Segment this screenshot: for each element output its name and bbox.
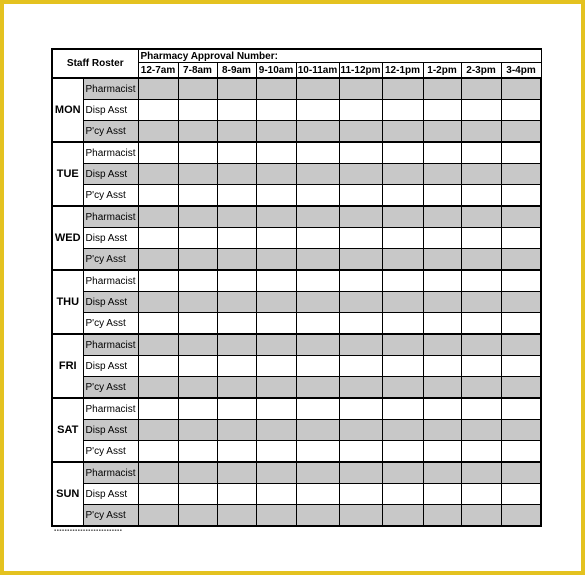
schedule-slot-cell[interactable]	[382, 164, 423, 185]
schedule-slot-cell[interactable]	[138, 334, 178, 356]
schedule-slot-cell[interactable]	[461, 292, 501, 313]
roster-row	[52, 484, 541, 505]
role-label: P'cy Asst	[83, 121, 138, 143]
schedule-slot-cell[interactable]	[217, 164, 256, 185]
schedule-slot-cell[interactable]	[256, 462, 296, 484]
schedule-slot-cell[interactable]	[501, 441, 541, 463]
roster-title: Staff Roster	[52, 49, 138, 78]
role-label: Disp Asst	[83, 228, 138, 249]
roster-row	[52, 270, 541, 292]
roster-row	[52, 100, 541, 121]
schedule-slot-cell[interactable]	[217, 100, 256, 121]
schedule-slot-cell[interactable]	[296, 313, 339, 335]
schedule-slot-cell[interactable]	[501, 334, 541, 356]
role-label: P'cy Asst	[83, 377, 138, 399]
schedule-slot-cell[interactable]	[138, 100, 178, 121]
schedule-slot-cell[interactable]	[423, 142, 461, 164]
schedule-slot-cell[interactable]	[339, 270, 382, 292]
schedule-slot-cell[interactable]	[296, 206, 339, 228]
schedule-slot-cell[interactable]	[296, 164, 339, 185]
roster-body	[52, 78, 541, 526]
schedule-slot-cell[interactable]	[501, 249, 541, 271]
roster-row	[52, 441, 541, 463]
schedule-slot-cell[interactable]	[501, 142, 541, 164]
schedule-slot-cell[interactable]	[339, 505, 382, 527]
schedule-slot-cell[interactable]	[296, 462, 339, 484]
schedule-slot-cell[interactable]	[178, 142, 217, 164]
schedule-slot-cell[interactable]	[178, 185, 217, 207]
schedule-slot-cell[interactable]	[423, 185, 461, 207]
schedule-slot-cell[interactable]	[296, 142, 339, 164]
schedule-slot-cell[interactable]	[138, 420, 178, 441]
schedule-slot-cell[interactable]	[178, 121, 217, 143]
schedule-slot-cell[interactable]	[296, 228, 339, 249]
schedule-slot-cell[interactable]	[178, 249, 217, 271]
schedule-slot-cell[interactable]	[217, 292, 256, 313]
schedule-slot-cell[interactable]	[217, 228, 256, 249]
schedule-slot-cell[interactable]	[256, 398, 296, 420]
schedule-slot-cell[interactable]	[382, 100, 423, 121]
schedule-slot-cell[interactable]	[382, 441, 423, 463]
schedule-slot-cell[interactable]	[138, 484, 178, 505]
schedule-slot-cell[interactable]	[461, 484, 501, 505]
schedule-slot-cell[interactable]	[339, 206, 382, 228]
schedule-slot-cell[interactable]	[461, 505, 501, 527]
schedule-slot-cell[interactable]	[178, 334, 217, 356]
roster-row	[52, 292, 541, 313]
faint-footer-mark: ▪▪▪▪▪▪▪▪▪▪▪▪▪▪▪▪▪▪▪▪▪▪▪▪▪▪	[54, 528, 123, 534]
roster-row	[52, 462, 541, 484]
schedule-slot-cell[interactable]	[423, 270, 461, 292]
roster-row	[52, 420, 541, 441]
schedule-slot-cell[interactable]	[256, 292, 296, 313]
schedule-slot-cell[interactable]	[423, 377, 461, 399]
schedule-slot-cell[interactable]	[339, 420, 382, 441]
roster-row	[52, 185, 541, 207]
time-slot-header: 9-10am	[256, 63, 296, 79]
role-label: P'cy Asst	[83, 185, 138, 207]
schedule-slot-cell[interactable]	[501, 164, 541, 185]
day-label: SUN	[52, 462, 83, 526]
schedule-slot-cell[interactable]	[296, 505, 339, 527]
schedule-slot-cell[interactable]	[217, 377, 256, 399]
schedule-slot-cell[interactable]	[217, 78, 256, 100]
role-label: P'cy Asst	[83, 505, 138, 527]
schedule-slot-cell[interactable]	[339, 441, 382, 463]
schedule-slot-cell[interactable]	[382, 249, 423, 271]
schedule-slot-cell[interactable]	[217, 185, 256, 207]
time-slot-header: 3-4pm	[501, 63, 541, 79]
schedule-slot-cell[interactable]	[461, 441, 501, 463]
schedule-slot-cell[interactable]	[296, 398, 339, 420]
schedule-slot-cell[interactable]	[178, 462, 217, 484]
schedule-slot-cell[interactable]	[382, 206, 423, 228]
schedule-slot-cell[interactable]	[256, 100, 296, 121]
schedule-slot-cell[interactable]	[382, 356, 423, 377]
schedule-slot-cell[interactable]	[501, 356, 541, 377]
schedule-slot-cell[interactable]	[256, 185, 296, 207]
schedule-slot-cell[interactable]	[217, 121, 256, 143]
schedule-slot-cell[interactable]	[501, 505, 541, 527]
schedule-slot-cell[interactable]	[423, 462, 461, 484]
schedule-slot-cell[interactable]	[178, 356, 217, 377]
role-label: Disp Asst	[83, 100, 138, 121]
schedule-slot-cell[interactable]	[382, 292, 423, 313]
schedule-slot-cell[interactable]	[138, 249, 178, 271]
schedule-slot-cell[interactable]	[138, 270, 178, 292]
role-label: Disp Asst	[83, 484, 138, 505]
schedule-slot-cell[interactable]	[178, 270, 217, 292]
schedule-slot-cell[interactable]	[461, 356, 501, 377]
day-label: TUE	[52, 142, 83, 206]
schedule-slot-cell[interactable]	[382, 228, 423, 249]
schedule-slot-cell[interactable]	[296, 484, 339, 505]
schedule-slot-cell[interactable]	[423, 292, 461, 313]
schedule-slot-cell[interactable]	[256, 270, 296, 292]
schedule-slot-cell[interactable]	[138, 142, 178, 164]
schedule-slot-cell[interactable]	[423, 313, 461, 335]
role-label: Pharmacist	[83, 334, 138, 356]
schedule-slot-cell[interactable]	[256, 206, 296, 228]
time-slot-header: 7-8am	[178, 63, 217, 79]
schedule-slot-cell[interactable]	[296, 377, 339, 399]
schedule-slot-cell[interactable]	[423, 78, 461, 100]
schedule-slot-cell[interactable]	[501, 206, 541, 228]
schedule-slot-cell[interactable]	[339, 398, 382, 420]
schedule-slot-cell[interactable]	[217, 420, 256, 441]
approval-number-label: Pharmacy Approval Number:	[138, 49, 541, 63]
schedule-slot-cell[interactable]	[296, 441, 339, 463]
schedule-slot-cell[interactable]	[382, 142, 423, 164]
schedule-slot-cell[interactable]	[339, 185, 382, 207]
day-label: SAT	[52, 398, 83, 462]
time-slot-header: 10-11am	[296, 63, 339, 79]
role-label: Disp Asst	[83, 164, 138, 185]
role-label: Pharmacist	[83, 206, 138, 228]
schedule-slot-cell[interactable]	[256, 78, 296, 100]
schedule-slot-cell[interactable]	[178, 484, 217, 505]
schedule-slot-cell[interactable]	[217, 462, 256, 484]
role-label: P'cy Asst	[83, 313, 138, 335]
schedule-slot-cell[interactable]	[256, 334, 296, 356]
roster-row	[52, 121, 541, 143]
roster-row	[52, 505, 541, 527]
schedule-slot-cell[interactable]	[217, 270, 256, 292]
schedule-slot-cell[interactable]	[501, 484, 541, 505]
schedule-slot-cell[interactable]	[423, 398, 461, 420]
schedule-slot-cell[interactable]	[138, 228, 178, 249]
schedule-slot-cell[interactable]	[138, 462, 178, 484]
schedule-slot-cell[interactable]	[296, 356, 339, 377]
schedule-slot-cell[interactable]	[501, 78, 541, 100]
schedule-slot-cell[interactable]	[339, 356, 382, 377]
schedule-slot-cell[interactable]	[382, 420, 423, 441]
schedule-slot-cell[interactable]	[138, 164, 178, 185]
schedule-slot-cell[interactable]	[256, 164, 296, 185]
schedule-slot-cell[interactable]	[461, 420, 501, 441]
schedule-slot-cell[interactable]	[339, 100, 382, 121]
schedule-slot-cell[interactable]	[501, 292, 541, 313]
schedule-slot-cell[interactable]	[501, 185, 541, 207]
time-slot-header: 1-2pm	[423, 63, 461, 79]
role-label: Pharmacist	[83, 462, 138, 484]
schedule-slot-cell[interactable]	[138, 78, 178, 100]
schedule-slot-cell[interactable]	[501, 313, 541, 335]
schedule-slot-cell[interactable]	[217, 484, 256, 505]
schedule-slot-cell[interactable]	[461, 313, 501, 335]
schedule-slot-cell[interactable]	[256, 121, 296, 143]
schedule-slot-cell[interactable]	[461, 377, 501, 399]
day-label: WED	[52, 206, 83, 270]
schedule-slot-cell[interactable]	[217, 505, 256, 527]
day-label: THU	[52, 270, 83, 334]
schedule-slot-cell[interactable]	[256, 377, 296, 399]
schedule-slot-cell[interactable]	[461, 462, 501, 484]
schedule-slot-cell[interactable]	[461, 142, 501, 164]
schedule-slot-cell[interactable]	[423, 164, 461, 185]
roster-row	[52, 356, 541, 377]
schedule-slot-cell[interactable]	[339, 292, 382, 313]
time-slot-header: 12-7am	[138, 63, 178, 79]
schedule-slot-cell[interactable]	[339, 228, 382, 249]
role-label: Pharmacist	[83, 398, 138, 420]
staff-roster-table	[51, 48, 542, 527]
schedule-slot-cell[interactable]	[501, 228, 541, 249]
schedule-slot-cell[interactable]	[217, 249, 256, 271]
schedule-slot-cell[interactable]	[423, 505, 461, 527]
schedule-slot-cell[interactable]	[138, 121, 178, 143]
roster-row	[52, 164, 541, 185]
time-slot-header: 2-3pm	[461, 63, 501, 79]
schedule-slot-cell[interactable]	[382, 334, 423, 356]
role-label: Disp Asst	[83, 292, 138, 313]
day-label: FRI	[52, 334, 83, 398]
schedule-slot-cell[interactable]	[217, 441, 256, 463]
schedule-slot-cell[interactable]	[296, 100, 339, 121]
schedule-slot-cell[interactable]	[296, 334, 339, 356]
roster-row	[52, 398, 541, 420]
schedule-slot-cell[interactable]	[178, 313, 217, 335]
schedule-slot-cell[interactable]	[138, 356, 178, 377]
schedule-slot-cell[interactable]	[217, 142, 256, 164]
schedule-slot-cell[interactable]	[339, 164, 382, 185]
role-label: Pharmacist	[83, 142, 138, 164]
role-label: P'cy Asst	[83, 441, 138, 463]
schedule-slot-cell[interactable]	[178, 78, 217, 100]
schedule-slot-cell[interactable]	[461, 249, 501, 271]
schedule-slot-cell[interactable]	[461, 270, 501, 292]
role-label: Pharmacist	[83, 78, 138, 100]
schedule-slot-cell[interactable]	[501, 100, 541, 121]
schedule-slot-cell[interactable]	[256, 313, 296, 335]
roster-row	[52, 334, 541, 356]
schedule-slot-cell[interactable]	[461, 164, 501, 185]
schedule-slot-cell[interactable]	[178, 377, 217, 399]
time-slot-header: 8-9am	[217, 63, 256, 79]
schedule-slot-cell[interactable]	[382, 377, 423, 399]
schedule-slot-cell[interactable]	[296, 121, 339, 143]
schedule-slot-cell[interactable]	[256, 505, 296, 527]
schedule-slot-cell[interactable]	[461, 398, 501, 420]
schedule-slot-cell[interactable]	[382, 121, 423, 143]
schedule-slot-cell[interactable]	[178, 228, 217, 249]
roster-row	[52, 313, 541, 335]
schedule-slot-cell[interactable]	[461, 100, 501, 121]
document-page	[4, 4, 581, 571]
schedule-slot-cell[interactable]	[339, 377, 382, 399]
schedule-slot-cell[interactable]	[138, 206, 178, 228]
schedule-slot-cell[interactable]	[339, 142, 382, 164]
roster-row	[52, 142, 541, 164]
schedule-slot-cell[interactable]	[461, 78, 501, 100]
schedule-slot-cell[interactable]	[501, 398, 541, 420]
time-slot-header: 11-12pm	[339, 63, 382, 79]
schedule-slot-cell[interactable]	[178, 398, 217, 420]
roster-row	[52, 228, 541, 249]
schedule-slot-cell[interactable]	[339, 249, 382, 271]
schedule-slot-cell[interactable]	[382, 185, 423, 207]
schedule-slot-cell[interactable]	[296, 78, 339, 100]
schedule-slot-cell[interactable]	[461, 185, 501, 207]
schedule-slot-cell[interactable]	[256, 249, 296, 271]
schedule-slot-cell[interactable]	[138, 292, 178, 313]
schedule-slot-cell[interactable]	[423, 228, 461, 249]
schedule-slot-cell[interactable]	[423, 356, 461, 377]
schedule-slot-cell[interactable]	[138, 398, 178, 420]
schedule-slot-cell[interactable]	[423, 334, 461, 356]
schedule-slot-cell[interactable]	[423, 100, 461, 121]
schedule-slot-cell[interactable]	[501, 121, 541, 143]
schedule-slot-cell[interactable]	[339, 484, 382, 505]
schedule-slot-cell[interactable]	[382, 462, 423, 484]
schedule-slot-cell[interactable]	[296, 270, 339, 292]
schedule-slot-cell[interactable]	[138, 377, 178, 399]
role-label: Disp Asst	[83, 420, 138, 441]
schedule-slot-cell[interactable]	[382, 505, 423, 527]
schedule-slot-cell[interactable]	[423, 121, 461, 143]
schedule-slot-cell[interactable]	[178, 292, 217, 313]
schedule-slot-cell[interactable]	[217, 206, 256, 228]
schedule-slot-cell[interactable]	[501, 462, 541, 484]
schedule-slot-cell[interactable]	[501, 377, 541, 399]
schedule-slot-cell[interactable]	[178, 206, 217, 228]
schedule-slot-cell[interactable]	[217, 313, 256, 335]
day-label: MON	[52, 78, 83, 142]
schedule-slot-cell[interactable]	[501, 420, 541, 441]
schedule-slot-cell[interactable]	[382, 484, 423, 505]
schedule-slot-cell[interactable]	[461, 334, 501, 356]
schedule-slot-cell[interactable]	[339, 462, 382, 484]
time-slot-header: 12-1pm	[382, 63, 423, 79]
schedule-slot-cell[interactable]	[382, 313, 423, 335]
schedule-slot-cell[interactable]	[256, 356, 296, 377]
roster-row	[52, 249, 541, 271]
roster-row	[52, 206, 541, 228]
schedule-slot-cell[interactable]	[178, 505, 217, 527]
schedule-slot-cell[interactable]	[138, 313, 178, 335]
schedule-slot-cell[interactable]	[423, 206, 461, 228]
schedule-slot-cell[interactable]	[138, 505, 178, 527]
schedule-slot-cell[interactable]	[382, 270, 423, 292]
schedule-slot-cell[interactable]	[138, 441, 178, 463]
schedule-slot-cell[interactable]	[178, 164, 217, 185]
schedule-slot-cell[interactable]	[178, 441, 217, 463]
schedule-slot-cell[interactable]	[256, 441, 296, 463]
schedule-slot-cell[interactable]	[423, 420, 461, 441]
role-label: Disp Asst	[83, 356, 138, 377]
schedule-slot-cell[interactable]	[339, 334, 382, 356]
schedule-slot-cell[interactable]	[178, 420, 217, 441]
schedule-slot-cell[interactable]	[256, 484, 296, 505]
roster-row	[52, 377, 541, 399]
schedule-slot-cell[interactable]	[423, 441, 461, 463]
schedule-slot-cell[interactable]	[339, 313, 382, 335]
schedule-slot-cell[interactable]	[339, 78, 382, 100]
schedule-slot-cell[interactable]	[217, 398, 256, 420]
schedule-slot-cell[interactable]	[296, 185, 339, 207]
schedule-slot-cell[interactable]	[461, 206, 501, 228]
schedule-slot-cell[interactable]	[296, 292, 339, 313]
schedule-slot-cell[interactable]	[256, 420, 296, 441]
schedule-slot-cell[interactable]	[423, 484, 461, 505]
schedule-slot-cell[interactable]	[382, 398, 423, 420]
schedule-slot-cell[interactable]	[423, 249, 461, 271]
schedule-slot-cell[interactable]	[339, 121, 382, 143]
schedule-slot-cell[interactable]	[296, 249, 339, 271]
schedule-slot-cell[interactable]	[382, 78, 423, 100]
role-label: P'cy Asst	[83, 249, 138, 271]
schedule-slot-cell[interactable]	[296, 420, 339, 441]
schedule-slot-cell[interactable]	[256, 142, 296, 164]
schedule-slot-cell[interactable]	[217, 334, 256, 356]
schedule-slot-cell[interactable]	[501, 270, 541, 292]
role-label: Pharmacist	[83, 270, 138, 292]
schedule-slot-cell[interactable]	[256, 228, 296, 249]
schedule-slot-cell[interactable]	[138, 185, 178, 207]
roster-row	[52, 78, 541, 100]
schedule-slot-cell[interactable]	[217, 356, 256, 377]
schedule-slot-cell[interactable]	[178, 100, 217, 121]
schedule-slot-cell[interactable]	[461, 121, 501, 143]
schedule-slot-cell[interactable]	[461, 228, 501, 249]
